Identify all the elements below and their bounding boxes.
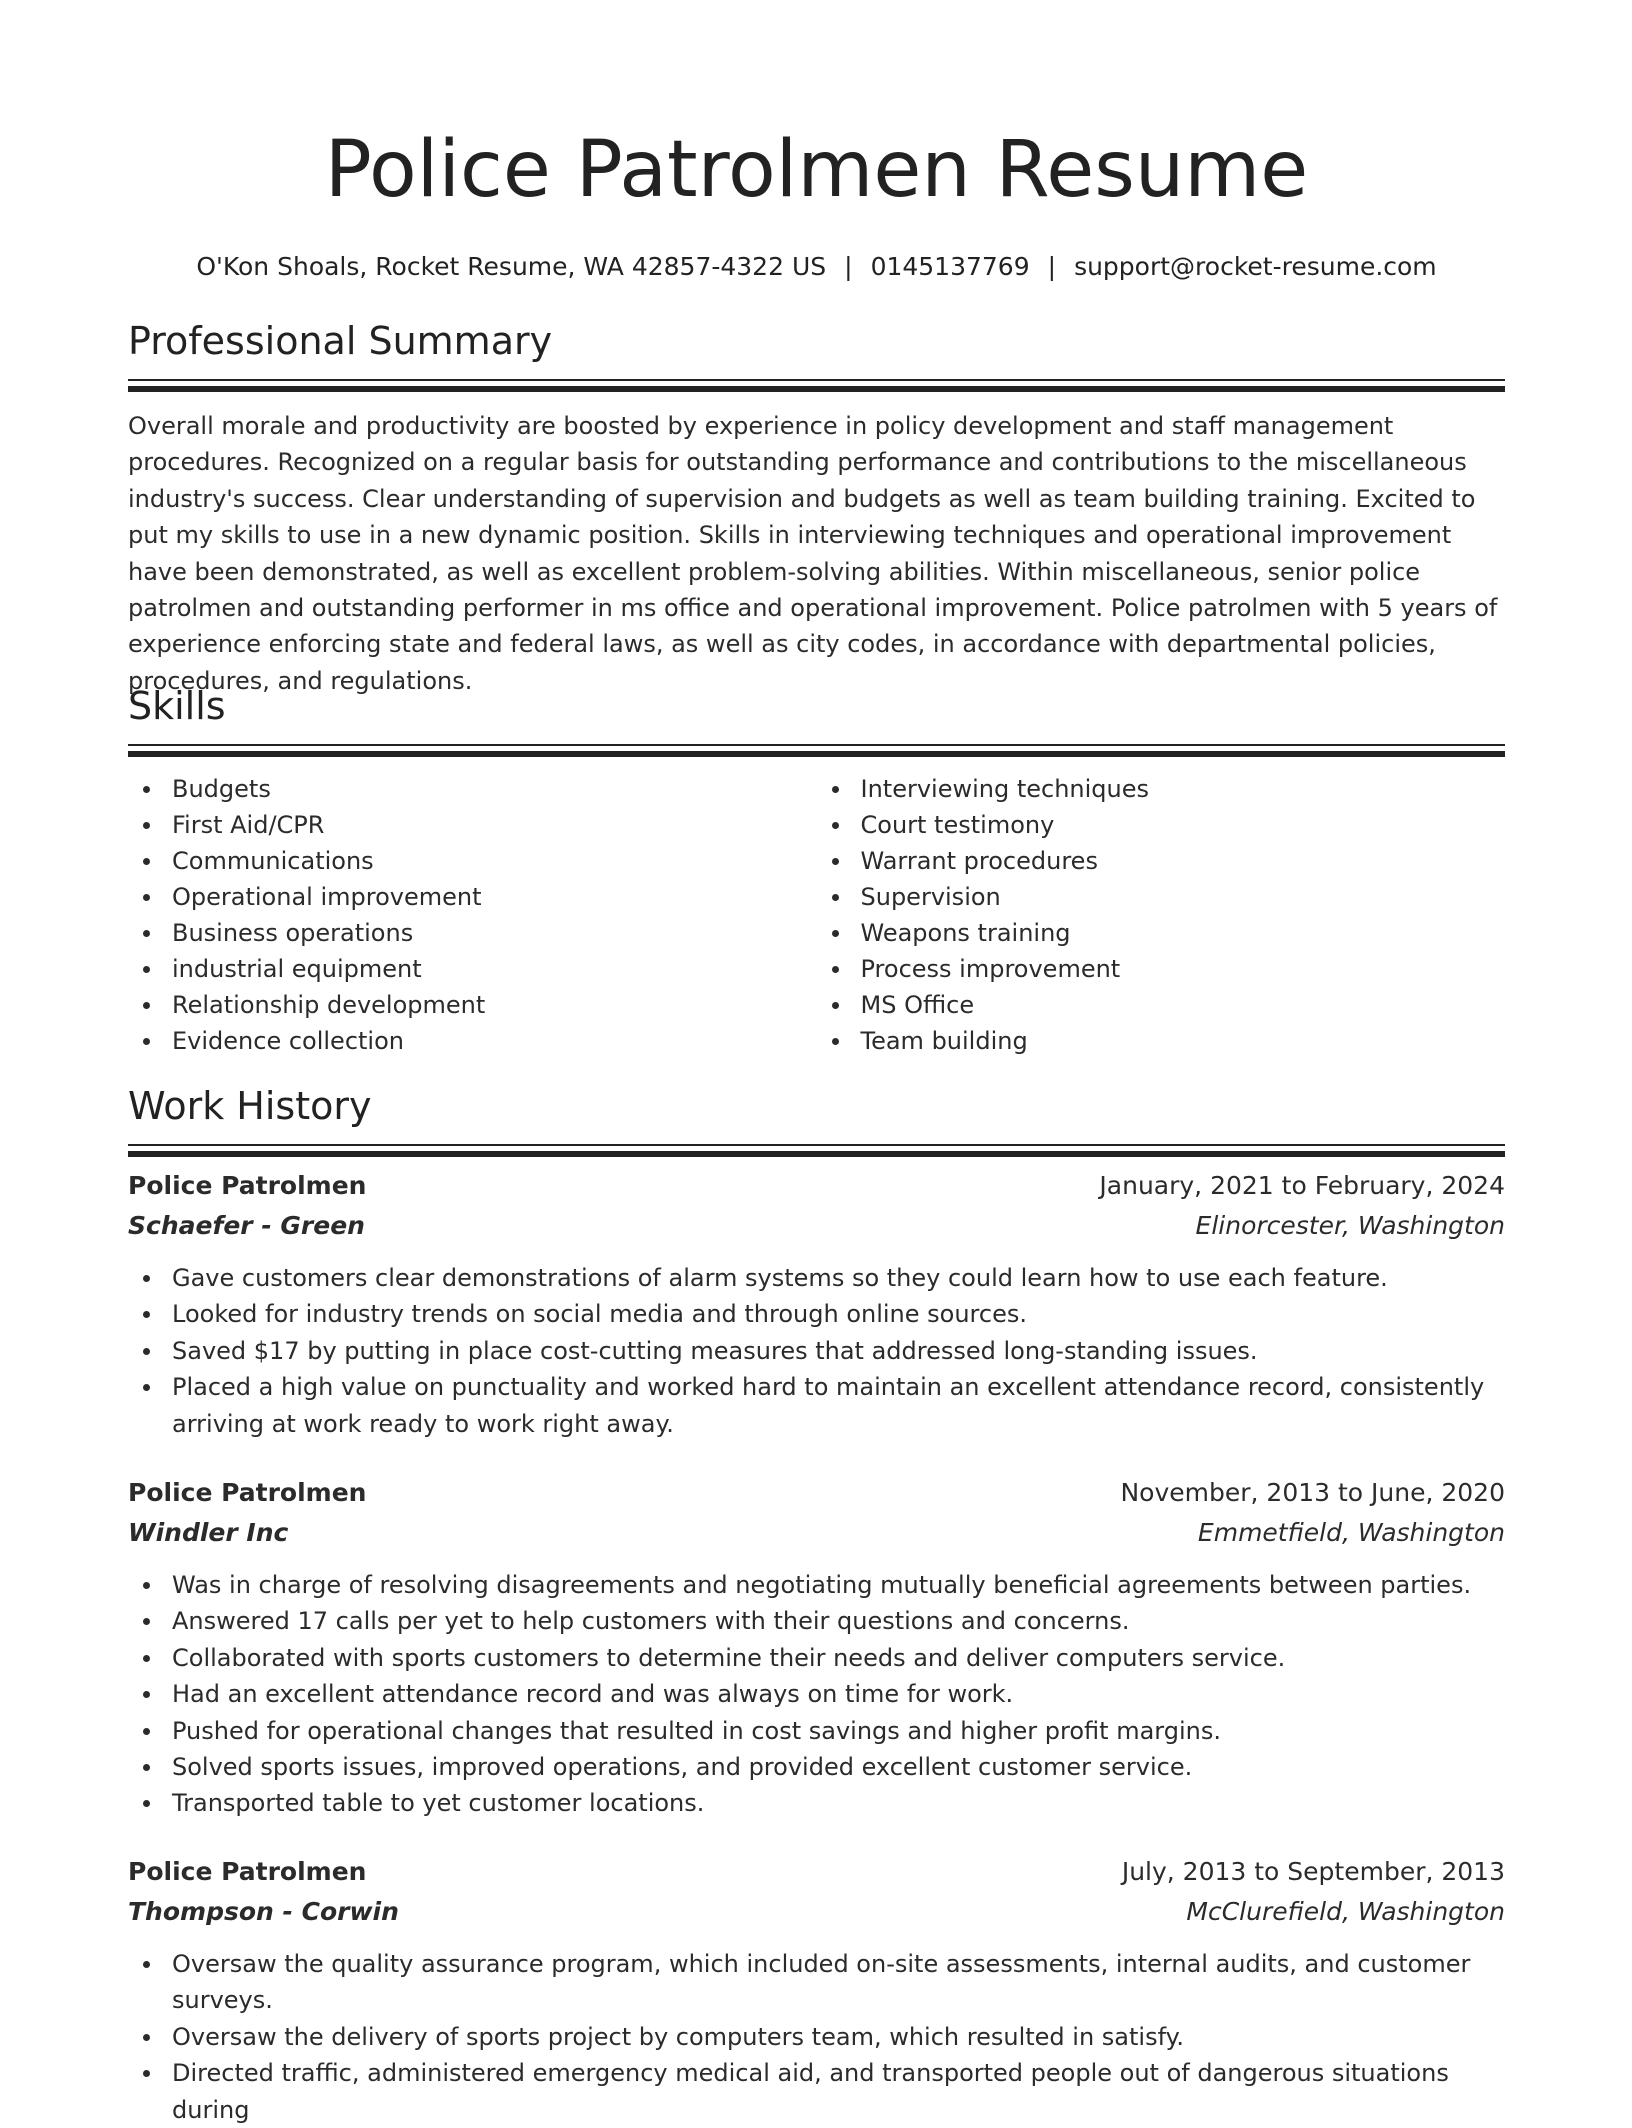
summary-heading: Professional Summary (128, 319, 553, 363)
skills-section (128, 681, 1505, 1059)
job-bullet: Placed a high value on punctuality and worked hard to maintain an excellent attendance record, consistently arriving at work ready to work right away. (172, 1369, 1505, 1442)
skill-item: Communications (172, 843, 817, 879)
skill-item: Evidence collection (172, 1023, 817, 1059)
job-dates: January, 2021 to February, 2024 (1099, 1171, 1505, 1200)
skill-item: Process improvement (861, 951, 1506, 987)
job-bullet: Directed traffic, administered emergency medical aid, and transported people out of dangerous situations during (172, 2055, 1505, 2128)
job-company-row (128, 1892, 1505, 1932)
job-bullet: Answered 17 calls per yet to help customers with their questions and concerns. (172, 1603, 1505, 1639)
skill-item: Warrant procedures (861, 843, 1506, 879)
skill-item: Business operations (172, 915, 817, 951)
work-history-heading: Work History (128, 1084, 372, 1128)
skill-item: Operational improvement (172, 879, 817, 915)
skill-item: MS Office (861, 987, 1506, 1023)
contact-separator: | (1047, 252, 1057, 281)
section-divider (128, 744, 1505, 757)
job-bullets (128, 1567, 1505, 1822)
skill-item: First Aid/CPR (172, 807, 817, 843)
job-entry (128, 1473, 1505, 1822)
skill-item: Weapons training (861, 915, 1506, 951)
job-header-row (128, 1473, 1505, 1513)
job-dates: November, 2013 to June, 2020 (1120, 1478, 1505, 1507)
job-bullet: Gave customers clear demonstrations of alarm systems so they could learn how to use each feature. (172, 1260, 1505, 1296)
job-entry (128, 1852, 1505, 2128)
contact-address: O'Kon Shoals, Rocket Resume, WA 42857-4322 US (196, 252, 827, 281)
contact-email[interactable]: support@rocket-resume.com (1074, 252, 1437, 281)
job-location: Elinorcester, Washington (1195, 1211, 1505, 1240)
job-location: McClurefield, Washington (1186, 1897, 1505, 1926)
skill-item: Supervision (861, 879, 1506, 915)
job-bullet: Transported table to yet customer locations. (172, 1785, 1505, 1821)
summary-text: Overall morale and productivity are boosted by experience in policy development and staff management procedures. Recognized on a regular basis for outstanding performance and contributions to the miscellaneous industry's success. Clear understanding of supervision and budgets as well as team building training. Excited to put my skills to use in a new dynamic position. Skills in interviewing techniques and operational improvement have been demonstrated, as well as excellent problem-solving abilities. Within miscellaneous, senior police patrolmen and outstanding performer in ms office and operational improvement. Police patrolmen with 5 years of experience enforcing state and federal laws, as well as city codes, in accordance with departmental policies, procedures, and regulations. (128, 412, 1498, 695)
section-divider (128, 379, 1505, 392)
job-title: Police Patrolmen (128, 1857, 367, 1886)
job-bullet: Oversaw the delivery of sports project by computers team, which resulted in satisfy. (172, 2019, 1505, 2055)
job-company-row (128, 1513, 1505, 1553)
job-company: Schaefer - Green (128, 1211, 365, 1240)
skill-item: Court testimony (861, 807, 1506, 843)
job-bullet: Had an excellent attendance record and was always on time for work. (172, 1676, 1505, 1712)
job-location: Emmetfield, Washington (1197, 1518, 1505, 1547)
job-bullets (128, 1260, 1505, 1442)
section-divider (128, 1144, 1505, 1157)
contact-line (128, 250, 1505, 284)
contact-phone: 0145137769 (870, 252, 1030, 281)
job-header-row (128, 1166, 1505, 1206)
summary-section (128, 316, 1505, 699)
skill-item: Budgets (172, 771, 817, 807)
job-entry (128, 1166, 1505, 1442)
job-bullets (128, 1946, 1505, 2128)
job-bullet: Oversaw the quality assurance program, which included on-site assessments, internal audits, and customer surveys. (172, 1946, 1505, 2019)
job-company: Windler Inc (128, 1518, 289, 1547)
job-bullet: Looked for industry trends on social media and through online sources. (172, 1296, 1505, 1332)
work-history-section (128, 1081, 1505, 1157)
job-company: Thompson - Corwin (128, 1897, 399, 1926)
job-title: Police Patrolmen (128, 1478, 367, 1507)
job-company-row (128, 1206, 1505, 1246)
skills-column-left (128, 771, 817, 1059)
job-bullet: Saved $17 by putting in place cost-cutting measures that addressed long-standing issues. (172, 1333, 1505, 1369)
skill-item: Relationship development (172, 987, 817, 1023)
job-header-row (128, 1852, 1505, 1892)
job-title: Police Patrolmen (128, 1171, 367, 1200)
contact-separator: | (844, 252, 853, 281)
resume-page (128, 0, 1505, 2124)
skill-item: industrial equipment (172, 951, 817, 987)
skills-column-right (817, 771, 1506, 1059)
job-bullet: Collaborated with sports customers to determine their needs and deliver computers service. (172, 1640, 1505, 1676)
skill-item: Interviewing techniques (861, 771, 1506, 807)
skills-grid (128, 771, 1505, 1059)
skill-item: Team building (861, 1023, 1506, 1059)
skills-heading: Skills (128, 684, 226, 728)
job-bullet: Was in charge of resolving disagreements and negotiating mutually beneficial agreements between parties. (172, 1567, 1505, 1603)
job-bullet: Solved sports issues, improved operations, and provided excellent customer service. (172, 1749, 1505, 1785)
resume-title: Police Patrolmen Resume (324, 125, 1309, 215)
job-dates: July, 2013 to September, 2013 (1121, 1857, 1505, 1886)
job-bullet: Pushed for operational changes that resulted in cost savings and higher profit margins. (172, 1713, 1505, 1749)
